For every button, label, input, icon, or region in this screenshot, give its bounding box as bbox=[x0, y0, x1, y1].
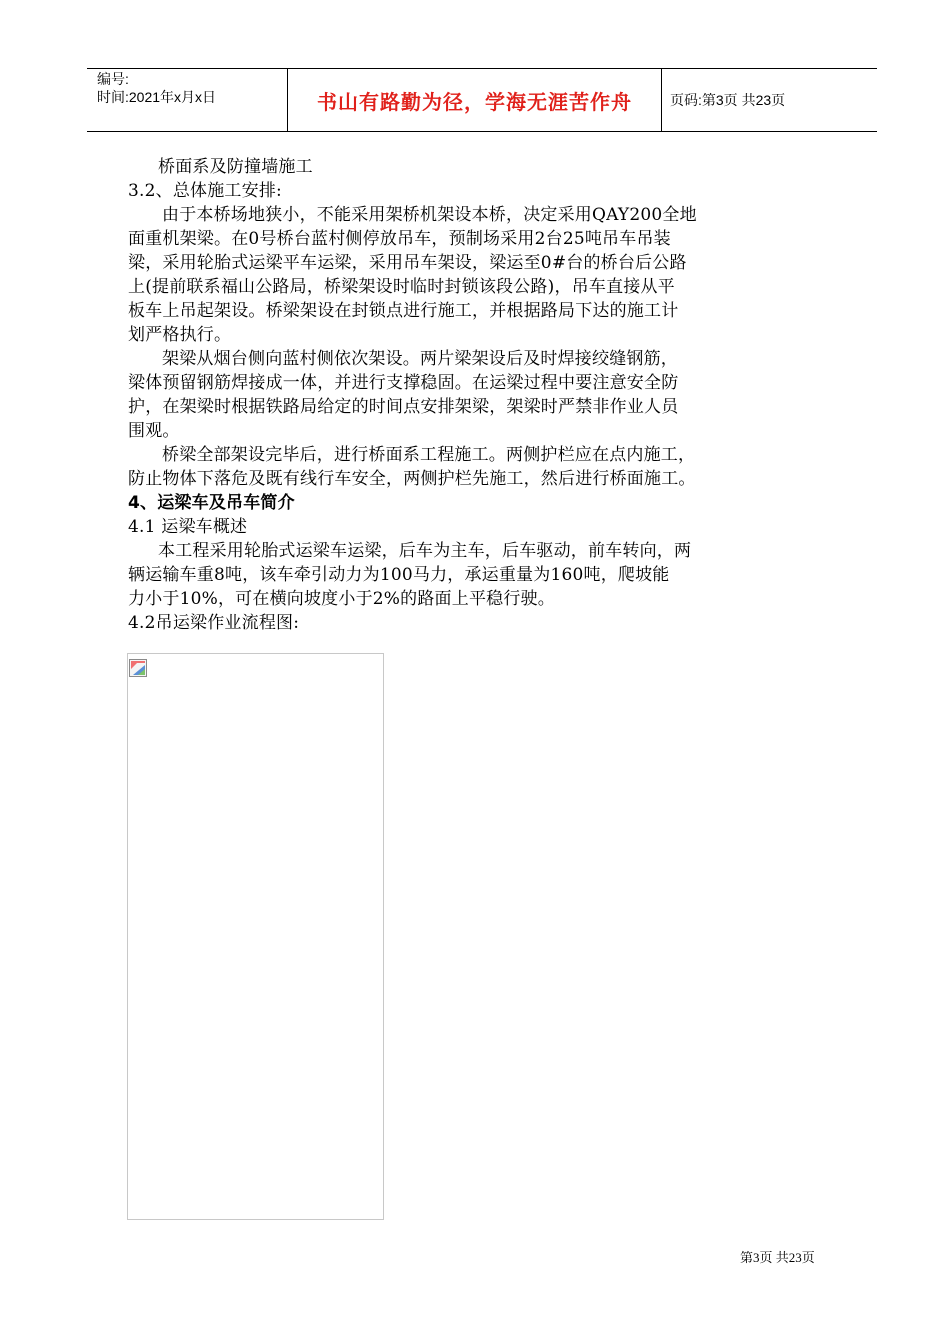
text-line: 桥梁全部架设完毕后，进行桥面系工程施工。两侧护栏应在点内施工， bbox=[162, 445, 696, 465]
subsection-heading-4-2: 4.2吊运梁作业流程图: bbox=[128, 613, 300, 633]
header-page-label: 页码:第3页 共23页 bbox=[670, 92, 786, 108]
number-label: 编号: bbox=[97, 71, 129, 87]
page-header bbox=[87, 68, 877, 132]
section-heading-3-2: 3.2、总体施工安排: bbox=[128, 181, 282, 201]
text-line: 本工程采用轮胎式运梁车运梁，后车为主车，后车驱动，前车转向，两 bbox=[158, 541, 692, 561]
text-line: 桥面系及防撞墙施工 bbox=[158, 157, 313, 177]
flowchart-image-placeholder bbox=[127, 653, 384, 1220]
broken-image-icon bbox=[129, 659, 147, 677]
section-heading-4: 4、运梁车及吊车简介 bbox=[128, 493, 295, 513]
text-line: 护，在架梁时根据铁路局给定的时间点安排架梁，架梁时严禁非作业人员 bbox=[128, 397, 679, 417]
text-line: 梁体预留钢筋焊接成一体，并进行支撑稳固。在运梁过程中要注意安全防 bbox=[128, 373, 679, 393]
text-line: 划严格执行。 bbox=[128, 325, 232, 345]
time-label: 时间:2021年x月x日 bbox=[97, 89, 217, 105]
text-line: 防止物体下落危及既有线行车安全，两侧护栏先施工，然后进行桥面施工。 bbox=[128, 469, 696, 489]
document-body bbox=[128, 155, 838, 635]
text-line: 辆运输车重8吨，该车牵引动力为100马力，承运重量为160吨，爬坡能 bbox=[128, 565, 670, 585]
text-line: 上(提前联系福山公路局，桥梁架设时临时封锁该段公路)，吊车直接从平 bbox=[128, 277, 675, 297]
text-line: 板车上吊起架设。桥梁架设在封锁点进行施工，并根据路局下达的施工计 bbox=[128, 301, 679, 321]
header-motto: 书山有路勤为径，学海无涯苦作舟 bbox=[288, 69, 662, 131]
header-left-cell bbox=[87, 69, 288, 131]
text-line: 围观。 bbox=[128, 421, 180, 441]
text-line: 面重机架梁。在0号桥台蓝村侧停放吊车，预制场采用2台25吨吊车吊装 bbox=[128, 229, 671, 249]
text-line: 由于本桥场地狭小，不能采用架桥机架设本桥，决定采用QAY200全地 bbox=[162, 205, 697, 225]
text-line: 力小于10%，可在横向坡度小于2%的路面上平稳行驶。 bbox=[128, 589, 555, 609]
page-footer: 第3页 共23页 bbox=[740, 1250, 815, 1265]
text-line: 架梁从烟台侧向蓝村侧依次架设。两片梁架设后及时焊接绞缝钢筋， bbox=[162, 349, 678, 369]
subsection-heading-4-1: 4.1 运梁车概述 bbox=[128, 517, 248, 537]
text-line: 梁，采用轮胎式运梁平车运梁，采用吊车架设，梁运至0#台的桥台后公路 bbox=[128, 253, 687, 273]
